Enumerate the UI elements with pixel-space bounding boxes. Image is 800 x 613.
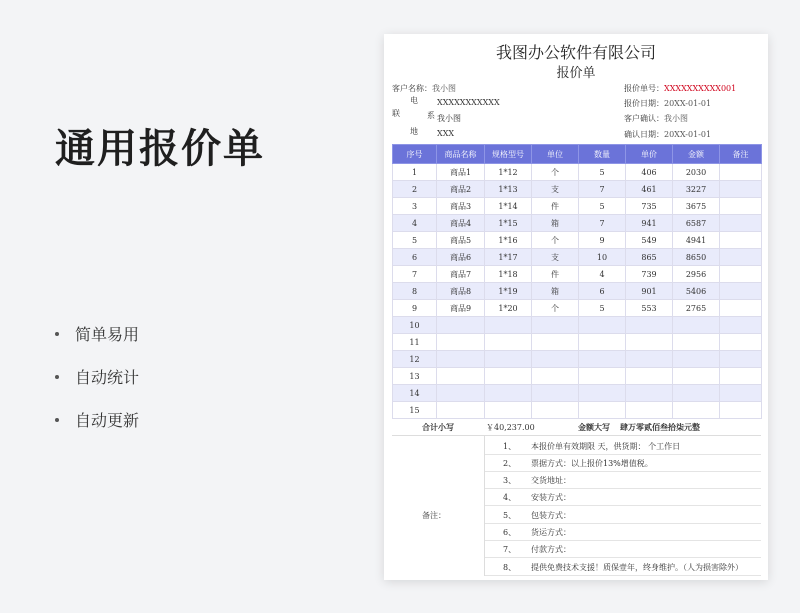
table-row (393, 283, 762, 300)
column-header: 单价 (626, 145, 673, 164)
feature-item (55, 355, 139, 398)
table-cell (485, 351, 532, 368)
table-cell (532, 368, 579, 385)
customer-name-field (392, 83, 456, 94)
note-text: 货运方式： (531, 528, 571, 537)
table-cell (532, 351, 579, 368)
column-header: 备注 (720, 145, 762, 164)
customer-name-value: 我小图 (432, 84, 456, 93)
table-cell: 个 (532, 164, 579, 181)
column-header: 商品名称 (437, 145, 485, 164)
column-header: 数量 (579, 145, 626, 164)
table-cell: 8650 (673, 249, 720, 266)
total-big-value: 肆万零贰佰叁拾柒元整 (620, 422, 700, 432)
table-cell (437, 385, 485, 402)
note-item (485, 437, 761, 455)
table-cell (579, 385, 626, 402)
table-cell (485, 317, 532, 334)
promo-panel (0, 0, 380, 613)
table-cell (626, 334, 673, 351)
table-body (393, 164, 762, 419)
table-cell: 1*12 (485, 164, 532, 181)
table-cell: 10 (393, 317, 437, 334)
note-item (485, 471, 761, 489)
phone-value: XXXXXXXXXXX (437, 98, 500, 107)
table-cell (673, 368, 720, 385)
table-cell (720, 351, 762, 368)
table-cell: 901 (626, 283, 673, 300)
note-item (485, 523, 761, 541)
note-item (485, 454, 761, 472)
table-cell: 2 (393, 181, 437, 198)
bullet-dot-icon (55, 375, 59, 379)
table-row (393, 198, 762, 215)
table-cell: 商品8 (437, 283, 485, 300)
table-cell: 553 (626, 300, 673, 317)
table-cell: 2765 (673, 300, 720, 317)
table-cell: 个 (532, 300, 579, 317)
customer-confirm-field (624, 113, 688, 124)
total-row (392, 418, 761, 436)
table-cell (532, 334, 579, 351)
contact-value: 我小图 (437, 114, 461, 123)
note-number: 3、 (503, 476, 517, 486)
table-cell: 7 (579, 215, 626, 232)
customer-confirm-label: 客户确认： (624, 114, 664, 123)
notes-label: 备注： (422, 511, 446, 520)
table-cell: 件 (532, 266, 579, 283)
table-row (393, 215, 762, 232)
table-cell (626, 317, 673, 334)
table-cell (532, 385, 579, 402)
table-cell (720, 402, 762, 419)
table-row (393, 164, 762, 181)
table-cell (720, 300, 762, 317)
note-item (485, 540, 761, 558)
table-row (393, 300, 762, 317)
contact-label-b: 系 (427, 111, 435, 120)
note-text: 提供免费技术支援！质保壹年，终身维护。（人为损害除外） (531, 562, 743, 572)
table-cell: 941 (626, 215, 673, 232)
note-number: 2、 (503, 458, 517, 468)
table-cell (532, 317, 579, 334)
quotation-document (384, 34, 768, 580)
table-cell (437, 334, 485, 351)
table-cell: 6587 (673, 215, 720, 232)
table-cell (673, 334, 720, 351)
table-cell: 商品7 (437, 266, 485, 283)
table-cell (579, 334, 626, 351)
total-small-label: 合计小写 (422, 422, 454, 432)
table-cell: 3675 (673, 198, 720, 215)
table-cell (720, 232, 762, 249)
address-label: 地 (410, 127, 418, 136)
column-header: 序号 (393, 145, 437, 164)
table-cell (673, 385, 720, 402)
table-cell: 4 (579, 266, 626, 283)
table-cell: 7 (579, 181, 626, 198)
table-cell: 5 (579, 300, 626, 317)
table-cell: 1*16 (485, 232, 532, 249)
table-cell: 13 (393, 368, 437, 385)
table-cell: 商品1 (437, 164, 485, 181)
note-text: 包装方式： (531, 510, 571, 520)
table-cell: 1*19 (485, 283, 532, 300)
table-cell: 9 (579, 232, 626, 249)
total-big-label: 金额大写 (578, 422, 610, 432)
table-cell: 4941 (673, 232, 720, 249)
table-cell (626, 351, 673, 368)
table-cell: 5 (579, 164, 626, 181)
note-number: 8、 (503, 562, 517, 572)
table-cell (720, 249, 762, 266)
table-cell: 3227 (673, 181, 720, 198)
promo-title: 通用报价单 (55, 126, 265, 172)
table-cell (532, 402, 579, 419)
table-cell: 商品5 (437, 232, 485, 249)
document-title: 报价单 (556, 66, 596, 81)
column-header: 规格型号 (485, 145, 532, 164)
table-cell (720, 181, 762, 198)
table-cell: 商品9 (437, 300, 485, 317)
table-cell (673, 402, 720, 419)
customer-confirm-value: 我小图 (664, 114, 688, 123)
table-cell: 5 (579, 198, 626, 215)
note-text: 交货地址： (531, 476, 571, 486)
table-row (393, 385, 762, 402)
table-cell: 15 (393, 402, 437, 419)
table-row (393, 181, 762, 198)
table-cell: 箱 (532, 283, 579, 300)
table-cell: 9 (393, 300, 437, 317)
feature-item (55, 312, 139, 355)
table-cell: 1*15 (485, 215, 532, 232)
table-row (393, 266, 762, 283)
feature-label: 自动统计 (75, 368, 140, 387)
table-row (393, 334, 762, 351)
table-cell (579, 317, 626, 334)
table-cell (485, 334, 532, 351)
table-cell: 1 (393, 164, 437, 181)
table-cell: 5 (393, 232, 437, 249)
note-number: 1、 (503, 441, 517, 451)
feature-item (55, 398, 139, 441)
quote-date-label: 报价日期： (624, 99, 664, 108)
table-cell: 406 (626, 164, 673, 181)
table-cell: 支 (532, 181, 579, 198)
table-cell (720, 266, 762, 283)
table-cell: 1*14 (485, 198, 532, 215)
table-cell (720, 283, 762, 300)
note-text: 安装方式： (531, 493, 571, 503)
table-cell: 2030 (673, 164, 720, 181)
table-cell: 735 (626, 198, 673, 215)
table-cell: 7 (393, 266, 437, 283)
table-row (393, 249, 762, 266)
table-cell (720, 334, 762, 351)
table-cell: 件 (532, 198, 579, 215)
table-cell (720, 215, 762, 232)
table-cell: 1*17 (485, 249, 532, 266)
quote-date-field (624, 98, 711, 109)
company-name: 我图办公软件有限公司 (495, 43, 656, 62)
table-cell: 商品4 (437, 215, 485, 232)
table-cell: 支 (532, 249, 579, 266)
table-header-row (393, 145, 762, 164)
quote-number-field (624, 83, 736, 94)
table-cell: 6 (579, 283, 626, 300)
table-cell (437, 402, 485, 419)
table-row (393, 317, 762, 334)
table-cell (626, 402, 673, 419)
confirm-date-value: 20XX-01-01 (664, 130, 712, 139)
table-cell (485, 385, 532, 402)
table-cell (437, 317, 485, 334)
table-cell: 12 (393, 351, 437, 368)
confirm-date-label: 确认日期： (624, 130, 664, 139)
table-cell (720, 317, 762, 334)
table-cell: 5406 (673, 283, 720, 300)
table-cell (437, 368, 485, 385)
table-cell (673, 317, 720, 334)
address-value: XXX (437, 129, 455, 138)
note-number: 7、 (503, 545, 517, 555)
table-cell: 6 (393, 249, 437, 266)
note-text: 付款方式： (531, 545, 571, 555)
feature-label: 自动更新 (75, 411, 140, 430)
table-cell: 2956 (673, 266, 720, 283)
table-cell (720, 164, 762, 181)
quote-number-value: XXXXXXXXXX001 (664, 84, 737, 93)
total-small-value: ￥40,237.00 (486, 423, 535, 432)
table-cell (579, 368, 626, 385)
table-cell (720, 368, 762, 385)
quote-date-value: 20XX-01-01 (664, 99, 712, 108)
note-text: 本报价单有效期限 天，供货期： 个工作日 (531, 441, 681, 451)
table-cell: 4 (393, 215, 437, 232)
bullet-dot-icon (55, 332, 59, 336)
table-cell: 865 (626, 249, 673, 266)
table-cell: 11 (393, 334, 437, 351)
table-cell (720, 385, 762, 402)
table-cell (485, 402, 532, 419)
table-cell: 商品3 (437, 198, 485, 215)
quote-number-label: 报价单号： (624, 84, 664, 93)
note-number: 6、 (503, 528, 517, 537)
note-number: 4、 (503, 493, 517, 503)
bullet-dot-icon (55, 418, 59, 422)
note-item (485, 506, 761, 524)
table-cell: 461 (626, 181, 673, 198)
phone-label: 电 (410, 96, 418, 105)
column-header: 单位 (532, 145, 579, 164)
note-item (485, 558, 761, 576)
table-cell: 1*18 (485, 266, 532, 283)
table-cell: 1*13 (485, 181, 532, 198)
table-cell: 3 (393, 198, 437, 215)
table-cell: 箱 (532, 215, 579, 232)
table-cell (626, 368, 673, 385)
table-cell: 8 (393, 283, 437, 300)
note-item (485, 488, 761, 506)
items-table (392, 144, 762, 419)
note-text: 票据方式：以上报价13%增值税。 (531, 458, 653, 468)
table-cell (485, 368, 532, 385)
table-row (393, 232, 762, 249)
table-row (393, 368, 762, 385)
column-header: 金额 (673, 145, 720, 164)
customer-name-label: 客户名称： (392, 84, 432, 93)
table-cell: 商品2 (437, 181, 485, 198)
notes-section (392, 435, 761, 576)
feature-label: 简单易用 (75, 325, 140, 344)
table-cell (673, 351, 720, 368)
table-cell: 14 (393, 385, 437, 402)
table-cell: 个 (532, 232, 579, 249)
table-cell: 10 (579, 249, 626, 266)
table-row (393, 351, 762, 368)
table-cell (720, 198, 762, 215)
table-cell (626, 385, 673, 402)
confirm-date-field (624, 129, 711, 140)
table-cell: 549 (626, 232, 673, 249)
table-row (393, 402, 762, 419)
table-cell (437, 351, 485, 368)
note-number: 5、 (503, 510, 517, 520)
contact-label-a: 联 (392, 109, 400, 118)
table-cell: 739 (626, 266, 673, 283)
table-cell: 1*20 (485, 300, 532, 317)
table-cell: 商品6 (437, 249, 485, 266)
table-cell (579, 351, 626, 368)
table-cell (579, 402, 626, 419)
feature-list (55, 312, 139, 441)
